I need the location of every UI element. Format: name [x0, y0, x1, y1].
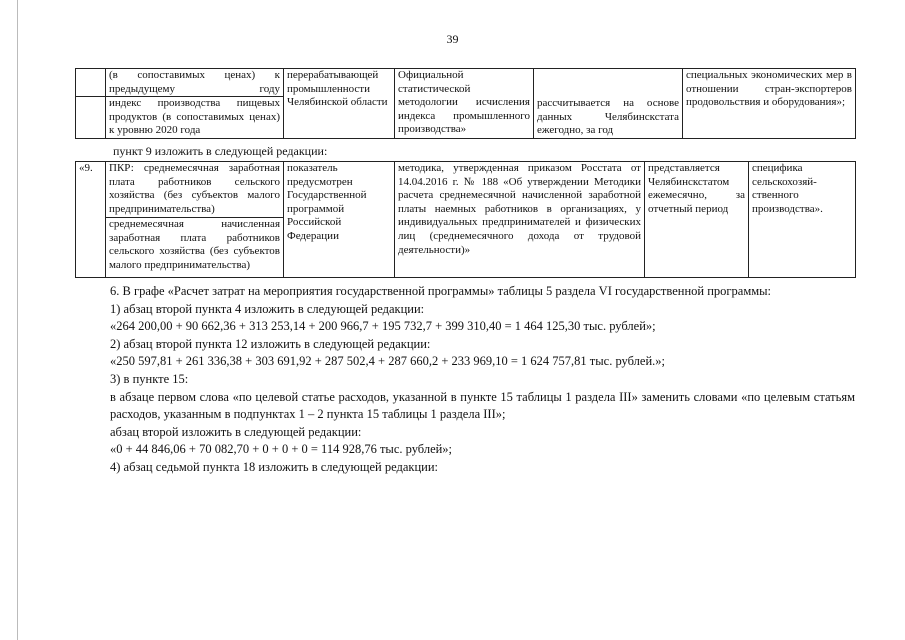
table-cell: специальных экономических мер в отношении стран-экспортеров продовольствия и оборудования»; — [683, 69, 856, 139]
page-number: 39 — [446, 32, 459, 46]
table-cell: представляется Челябинскстатом ежемесячно, за отчетный период — [645, 162, 749, 278]
paragraph: 3) в пункте 15: — [110, 371, 189, 386]
paragraph: 1) абзац второй пункта 4 изложить в следующей редакции: — [110, 301, 425, 316]
table-cell: среднемесячная начисленная заработная плата работников сельского хозяйства (без субъектов малого предпринимательства) — [106, 218, 284, 278]
formula: «264 200,00 + 90 662,36 + 313 253,14 + 200 966,7 + 195 732,7 + 399 310,40 = 1 464 125,30 тыс. рублей»; — [110, 319, 656, 334]
paragraph: 4) абзац седьмой пункта 18 изложить в следующей редакции: — [110, 459, 439, 474]
document-body — [90, 283, 855, 477]
table-cell: (в сопоставимых ценах) к предыдущему году — [106, 69, 284, 97]
table-cell: ПКР: среднемесячная заработная плата работников сельского хозяйства (без субъектов малого предпринимательства) — [106, 162, 284, 218]
table-cell: индекс производства пищевых продуктов (в сопоставимых ценах) к уровню 2020 года — [106, 97, 284, 139]
table-cell — [76, 69, 106, 97]
table-cell: специфика сельскохозяй-ственного производства». — [749, 162, 856, 278]
table-cell: Официальной статистической методологии исчисления индекса промышленного производства» — [395, 69, 534, 139]
formula: «250 597,81 + 261 336,38 + 303 691,92 + 287 502,4 + 287 660,2 + 233 969,10 = 1 624 757,81 тыс. рублей.»; — [110, 354, 665, 369]
paragraph: абзац второй изложить в следующей редакции: — [110, 424, 362, 439]
table-item-9 — [75, 161, 856, 278]
table-cell: методика, утвержденная приказом Росстата от 14.04.2016 г. № 188 «Об утверждении Методики расчета среднемесячной начисленной заработной платы наемных работников в организациях, у индивидуальных предпринимателей и физических лиц (среднемесячного дохода от трудовой деятельности)» — [395, 162, 645, 278]
table-cell: рассчитывается на основе данных Челябинскстата ежегодно, за год — [534, 69, 683, 139]
table-cell — [76, 97, 106, 139]
paragraph: 6. В графе «Расчет затрат на мероприятия государственной программы» таблицы 5 раздела VI государственной программы: — [110, 284, 772, 298]
table-fragment-top — [75, 68, 856, 139]
paragraph: в абзаце первом слова «по целевой статье расходов, указанной в пункте 15 таблицы 1 раздела III» заменить словами «по целевым статьям расходов, указанным в подпунктах 1 – 2 пункта 15 таблицы 1 раздела III»; — [110, 389, 855, 422]
item9-label: пункт 9 изложить в следующей редакции: — [113, 144, 328, 158]
table-cell: перерабатывающей промышленности Челябинской области — [284, 69, 395, 139]
scan-edge-line — [17, 0, 18, 640]
formula: «0 + 44 846,06 + 70 082,70 + 0 + 0 + 0 = 114 928,76 тыс. рублей»; — [110, 442, 453, 457]
table-cell: показатель предусмотрен Государственной программой Российской Федерации — [284, 162, 395, 278]
table-cell-number: «9. — [76, 162, 106, 278]
paragraph: 2) абзац второй пункта 12 изложить в следующей редакции: — [110, 336, 431, 351]
